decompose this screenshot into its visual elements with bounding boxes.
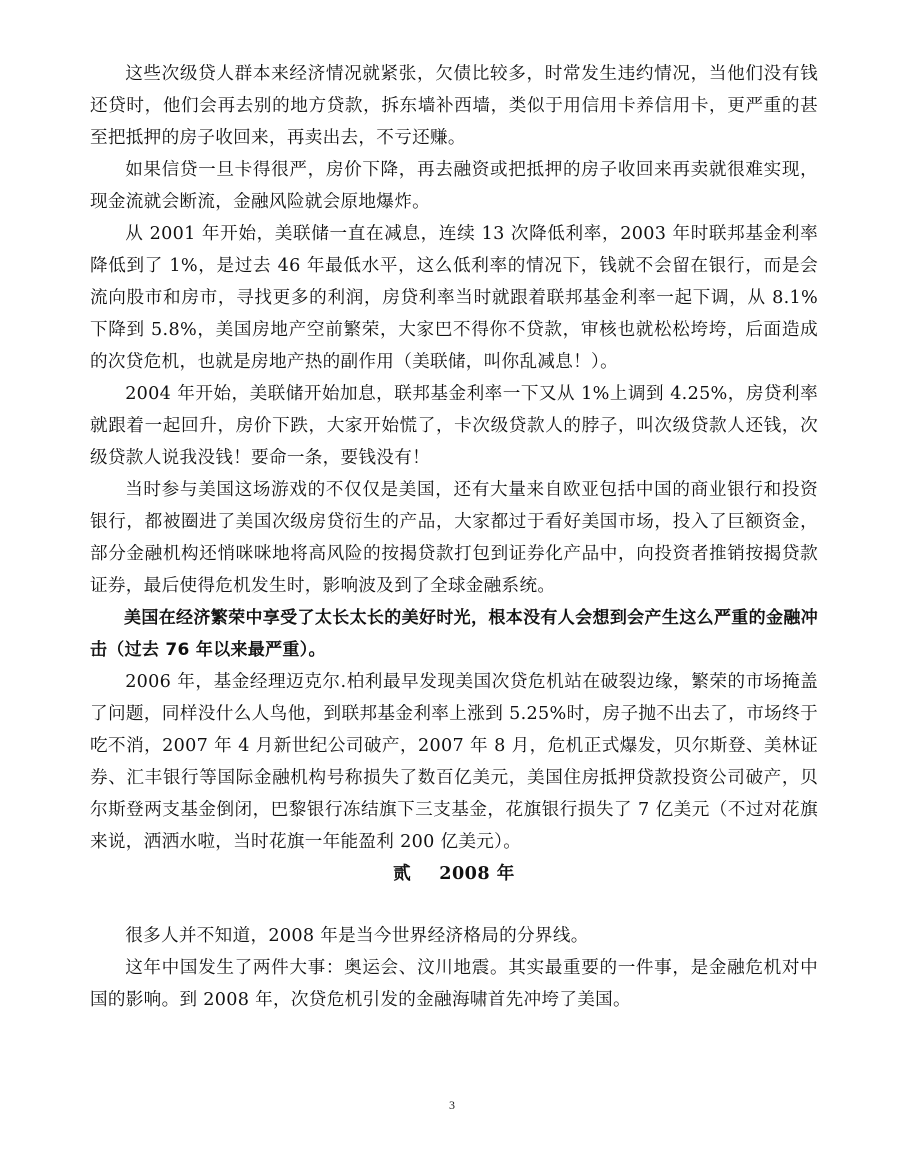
paragraph: 当时参与美国这场游戏的不仅仅是美国，还有大量来自欧亚包括中国的商业银行和投资银行，都被圈进了美国次级房贷衍生的产品，大家都过于看好美国市场，投入了巨额资金，部分金融机构还悄咪咪地将高风险的按揭贷款打包到证券化产品中，向投资者推销按揭贷款证券，最后使得危机发生时，影响波及到了全球金融系统。 [90,480,818,596]
paragraph: 这年中国发生了两件大事：奥运会、汶川地震。其实最重要的一件事，是金融危机对中国的影响。到 2008 年，次贷危机引发的金融海啸首先冲垮了美国。 [90,958,818,1010]
paragraph: 从 2001 年开始，美联储一直在减息，连续 13 次降低利率，2003 年时联邦基金利率降低到了 1%，是过去 46 年最低水平，这么低利率的情况下，钱就不会留在银行，而是会流向股市和房市，寻找更多的利润，房贷利率当时就跟着联邦基金利率一起下调，从 8.1%下降到 5.8%，美国房地产空前繁荣，大家巴不得你不贷款，审核也就松松垮垮，后面造成的次贷危机，也就是房地产热的副作用（美联储，叫你乱减息！）。 [90,224,818,372]
paragraph: 2006 年，基金经理迈克尔.柏利最早发现美国次贷危机站在破裂边缘，繁荣的市场掩盖了问题，同样没什么人鸟他，到联邦基金利率上涨到 5.25%时，房子抛不出去了，市场终于吃不消，2007 年 4 月新世纪公司破产，2007 年 8 月，危机正式爆发，贝尔斯登、美林证券、汇丰银行等国际金融机构号称损失了数百亿美元，美国住房抵押贷款投资公司破产，贝尔斯登两支基金倒闭，巴黎银行冻结旗下三支基金，花旗银行损失了 7 亿美元（不过对花旗来说，洒洒水啦，当时花旗一年能盈利 200 亿美元）。 [90,672,818,852]
paragraph: 这些次级贷人群本来经济情况就紧张，欠债比较多，时常发生违约情况，当他们没有钱还贷时，他们会再去别的地方贷款，拆东墙补西墙，类似于用信用卡养信用卡，更严重的甚至把抵押的房子收回来，再卖出去，不亏还赚。 [90,64,818,148]
section-number: 贰 [393,863,412,884]
spacer [90,890,818,920]
paragraph: 如果信贷一旦卡得很严，房价下降，再去融资或把抵押的房子收回来再卖就很难实现，现金流就会断流，金融风险就会原地爆炸。 [90,160,818,212]
paragraph: 很多人并不知道，2008 年是当今世界经济格局的分界线。 [125,926,589,946]
section-heading [90,858,818,890]
page-body [90,58,818,1016]
page-number: 3 [449,1098,455,1112]
section-title: 2008 年 [439,863,515,884]
bold-paragraph: 美国在经济繁荣中享受了太长太长的美好时光，根本没有人会想到会产生这么严重的金融冲击（过去 76 年以来最严重）。 [90,608,818,660]
paragraph: 2004 年开始，美联储开始加息，联邦基金利率一下又从 1%上调到 4.25%，房贷利率就跟着一起回升，房价下跌，大家开始慌了，卡次级贷款人的脖子，叫次级贷款人还钱，次级贷款人说我没钱！要命一条，要钱没有！ [90,384,818,468]
